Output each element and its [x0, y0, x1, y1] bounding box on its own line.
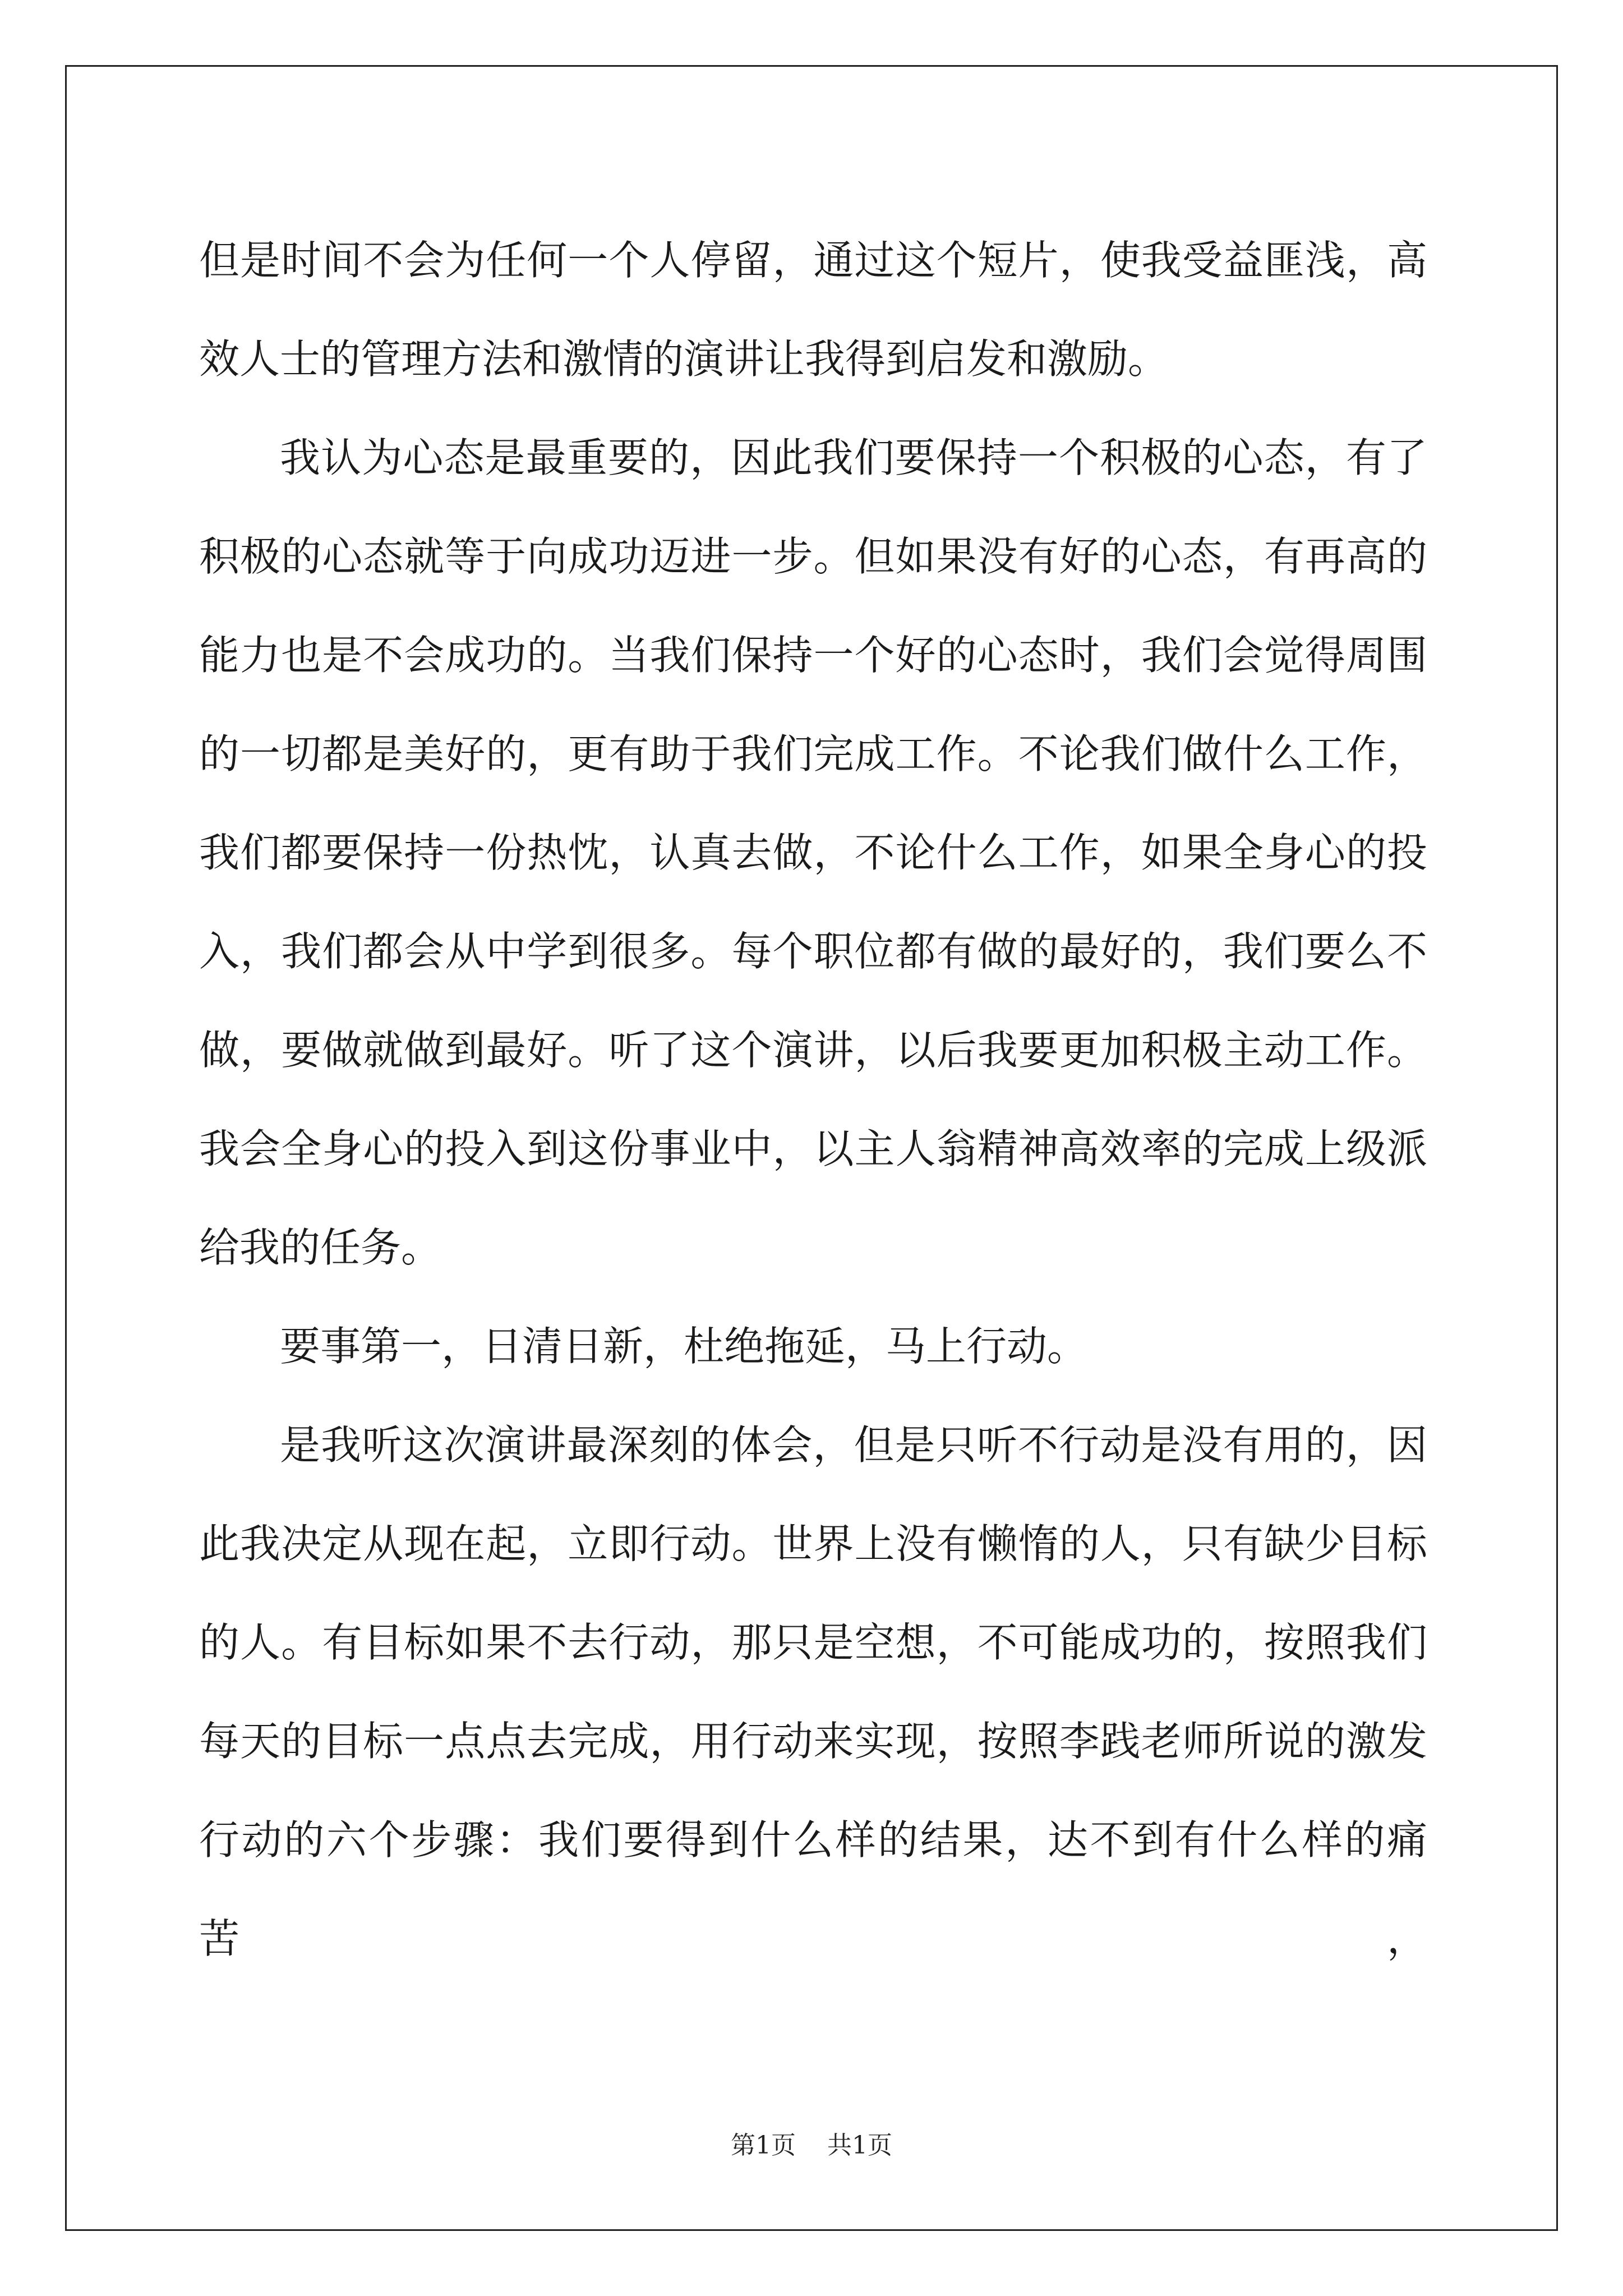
page-number: 第1页: [731, 2131, 796, 2160]
paragraph-3: 要事第一，日清日新，杜绝拖延，马上行动。: [280, 1323, 1088, 1370]
document-body: [199, 211, 1427, 1988]
paragraph-4: 是我听这次演讲最深刻的体会，但是只听不行动是没有用的，因此我决定从现在起，立即行动。世界上没有懒惰的人，只有缺少目标的人。有目标如果不去行动，那只是空想，不可能成功的，按照我们每天的目标一点点去完成，用行动来实现，按照李践老师所说的激发行动的六个步骤：我们要得到什么样的结果，达不到有什么样的痛苦，: [199, 1421, 1427, 1962]
paragraph-1: 但是时间不会为任何一个人停留，通过这个短片，使我受益匪浅，高效人士的管理方法和激情的演讲让我得到启发和激励。: [199, 237, 1427, 383]
paragraph-2: 我认为心态是最重要的，因此我们要保持一个积极的心态，有了积极的心态就等于向成功迈进一步。但如果没有好的心态，有再高的能力也是不会成功的。当我们保持一个好的心态时，我们会觉得周围的一切都是美好的，更有助于我们完成工作。不论我们做什么工作，我们都要保持一份热忱，认真去做，不论什么工作，如果全身心的投入，我们都会从中学到很多。每个职位都有做的最好的，我们要么不做，要做就做到最好。听了这个演讲，以后我要更加积极主动工作。我会全身心的投入到这份事业中，以主人翁精神高效率的完成上级派给我的任务。: [199, 434, 1427, 1271]
page-total: 共1页: [827, 2131, 892, 2160]
page-footer: [0, 2129, 1623, 2162]
